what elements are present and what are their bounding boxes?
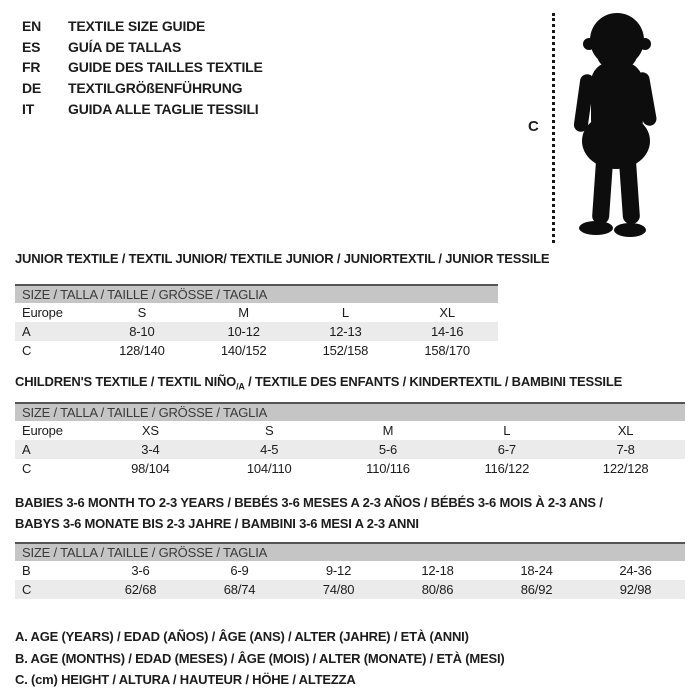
size-cell: XS bbox=[141, 423, 159, 438]
table-row bbox=[15, 580, 685, 599]
height-cell: 74/80 bbox=[322, 582, 355, 597]
measure-c-label: C bbox=[528, 118, 539, 135]
height-cell: 68/74 bbox=[223, 582, 256, 597]
size-cell: L bbox=[503, 423, 511, 438]
age-cell: 14-16 bbox=[431, 324, 464, 339]
babies-title-line2: BABYS 3-6 MONATE BIS 2-3 JAHRE / BAMBINI 3-6 MESI A 2-3 ANNI bbox=[15, 516, 419, 531]
language-code: FR bbox=[22, 59, 41, 76]
babies-title-line1: BABIES 3-6 MONTH TO 2-3 YEARS / BEBÉS 3-6 MESES A 2-3 AÑOS / BÉBÉS 3-6 MOIS À 2-3 ANS / bbox=[15, 495, 603, 510]
footnote-b: B. AGE (MONTHS) / EDAD (MESES) / ÂGE (MOIS) / ALTER (MONATE) / ETÀ (MESI) bbox=[15, 650, 505, 666]
language-code: ES bbox=[22, 38, 41, 55]
legend-footnotes bbox=[15, 626, 505, 691]
age-cell: 8-10 bbox=[129, 324, 155, 339]
list-item bbox=[22, 99, 263, 120]
height-cell: 98/104 bbox=[131, 461, 170, 476]
height-cell: 122/128 bbox=[602, 461, 649, 476]
age-cell: 12-13 bbox=[329, 324, 362, 339]
footnote-c: C. (cm) HEIGHT / ALTURA / HAUTEUR / HÖHE / ALTEZZA bbox=[15, 672, 356, 687]
list-item bbox=[22, 37, 263, 58]
table-row bbox=[15, 303, 498, 322]
age-cell: 3-6 bbox=[131, 563, 150, 578]
table-row bbox=[15, 341, 498, 360]
height-cell: 140/152 bbox=[220, 343, 267, 358]
height-cell: 104/110 bbox=[246, 461, 292, 476]
age-cell: 10-12 bbox=[227, 324, 260, 339]
row-label: Europe bbox=[22, 423, 63, 438]
row-label: B bbox=[22, 563, 31, 578]
height-dotted-line bbox=[552, 13, 555, 243]
age-cell: 12-18 bbox=[421, 563, 454, 578]
table-row bbox=[15, 322, 498, 341]
title-text: / TEXTILE DES ENFANTS / KINDERTEXTIL / BAMBINI TESSILE bbox=[244, 374, 623, 389]
list-item bbox=[22, 16, 263, 37]
size-cell: M bbox=[382, 423, 394, 438]
language-title-list bbox=[22, 16, 263, 120]
row-label: C bbox=[22, 582, 32, 597]
size-cell: S bbox=[137, 305, 147, 320]
height-cell: 62/68 bbox=[124, 582, 157, 597]
age-cell: 5-6 bbox=[378, 442, 398, 457]
junior-section-title: JUNIOR TEXTILE / TEXTIL JUNIOR/ TEXTILE JUNIOR / JUNIORTEXTIL / JUNIOR TESSILE bbox=[15, 251, 550, 266]
table-row bbox=[15, 421, 685, 440]
language-code: IT bbox=[22, 100, 35, 117]
list-item bbox=[22, 57, 263, 78]
height-cell: 158/170 bbox=[424, 343, 470, 358]
size-header-bar: SIZE / TALLA / TAILLE / GRÖSSE / TAGLIA bbox=[15, 544, 685, 561]
children-section-title bbox=[15, 374, 622, 395]
size-header-bar: SIZE / TALLA / TAILLE / GRÖSSE / TAGLIA bbox=[15, 404, 685, 421]
age-cell: 6-9 bbox=[230, 563, 249, 578]
row-label: Europe bbox=[22, 305, 63, 320]
size-cell: XL bbox=[617, 423, 634, 438]
table-row bbox=[15, 440, 685, 459]
height-cell: 92/98 bbox=[619, 582, 652, 597]
language-title: TEXTILE SIZE GUIDE bbox=[68, 18, 206, 34]
age-cell: 18-24 bbox=[520, 563, 553, 578]
title-text: CHILDREN'S TEXTILE / TEXTIL NIÑO bbox=[15, 374, 237, 389]
row-label: A bbox=[22, 324, 31, 339]
height-cell: 128/140 bbox=[119, 343, 165, 358]
row-label: A bbox=[22, 442, 31, 457]
size-cell: M bbox=[238, 305, 249, 320]
toddler-silhouette-icon bbox=[560, 10, 672, 242]
footnote-a: A. AGE (YEARS) / EDAD (AÑOS) / ÂGE (ANS) / ALTER (JAHRE) / ETÀ (ANNI) bbox=[15, 629, 469, 644]
height-cell: 116/122 bbox=[484, 461, 530, 476]
height-measure-figure bbox=[520, 8, 680, 248]
babies-section-title bbox=[15, 495, 603, 531]
title-subscript: /A bbox=[236, 381, 245, 392]
age-cell: 9-12 bbox=[325, 563, 352, 578]
language-code: EN bbox=[22, 18, 42, 34]
babies-size-table bbox=[15, 542, 685, 599]
age-cell: 24-36 bbox=[619, 563, 652, 578]
age-cell: 6-7 bbox=[497, 442, 516, 457]
size-cell: L bbox=[341, 305, 349, 320]
row-label: C bbox=[22, 461, 32, 476]
size-header-bar: SIZE / TALLA / TAILLE / GRÖSSE / TAGLIA bbox=[15, 286, 498, 303]
age-cell: 4-5 bbox=[260, 442, 279, 457]
junior-size-table bbox=[15, 284, 498, 360]
size-cell: S bbox=[264, 423, 274, 438]
children-size-table bbox=[15, 402, 685, 478]
table-row bbox=[15, 561, 685, 580]
age-cell: 7-8 bbox=[616, 442, 635, 457]
language-code: DE bbox=[22, 80, 42, 97]
language-title: GUÍA DE TALLAS bbox=[68, 38, 182, 55]
height-cell: 86/92 bbox=[520, 582, 553, 597]
height-cell: 80/86 bbox=[421, 582, 454, 597]
height-cell: 110/116 bbox=[366, 461, 410, 476]
language-title: GUIDE DES TAILLES TEXTILE bbox=[68, 59, 263, 76]
age-cell: 3-4 bbox=[141, 442, 160, 457]
table-row bbox=[15, 459, 685, 478]
language-title: TEXTILGRÖßENFÜHRUNG bbox=[68, 80, 243, 97]
language-title: GUIDA ALLE TAGLIE TESSILI bbox=[68, 100, 259, 117]
size-cell: XL bbox=[439, 305, 455, 320]
list-item bbox=[22, 78, 263, 99]
height-cell: 152/158 bbox=[322, 343, 369, 358]
row-label: C bbox=[22, 343, 32, 358]
